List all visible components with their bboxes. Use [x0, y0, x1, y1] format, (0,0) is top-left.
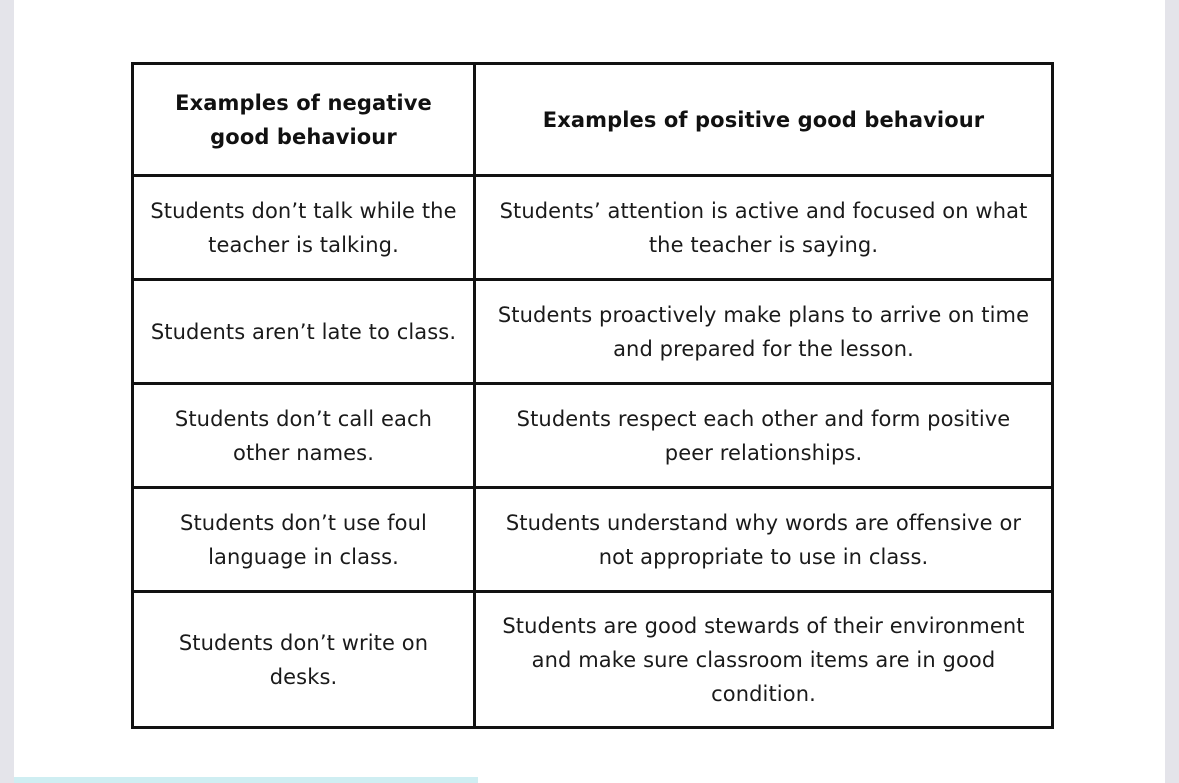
- table-row: [133, 176, 1053, 280]
- header-positive-examples: Examples of positive good behaviour: [475, 64, 1053, 176]
- negative-example-cell: Students don’t call each other names.: [133, 384, 475, 488]
- left-gutter: [0, 0, 14, 783]
- positive-example-cell: Students proactively make plans to arrive on time and prepared for the lesson.: [475, 280, 1053, 384]
- negative-example-cell: Students don’t use foul language in class.: [133, 488, 475, 592]
- negative-example-cell: Students aren’t late to class.: [133, 280, 475, 384]
- next-page-edge: [14, 777, 478, 783]
- negative-example-cell: Students don’t talk while the teacher is talking.: [133, 176, 475, 280]
- table-row: [133, 280, 1053, 384]
- table-row: [133, 592, 1053, 728]
- table-row: [133, 488, 1053, 592]
- behaviour-comparison-table: [131, 62, 1054, 729]
- positive-example-cell: Students respect each other and form positive peer relationships.: [475, 384, 1053, 488]
- positive-example-cell: Students’ attention is active and focused on what the teacher is saying.: [475, 176, 1053, 280]
- positive-example-cell: Students understand why words are offensive or not appropriate to use in class.: [475, 488, 1053, 592]
- negative-example-cell: Students don’t write on desks.: [133, 592, 475, 728]
- header-negative-examples: Examples of negative good behaviour: [133, 64, 475, 176]
- table-header-row: [133, 64, 1053, 176]
- positive-example-cell: Students are good stewards of their environment and make sure classroom items are in good condition.: [475, 592, 1053, 728]
- right-gutter: [1165, 0, 1179, 783]
- table-row: [133, 384, 1053, 488]
